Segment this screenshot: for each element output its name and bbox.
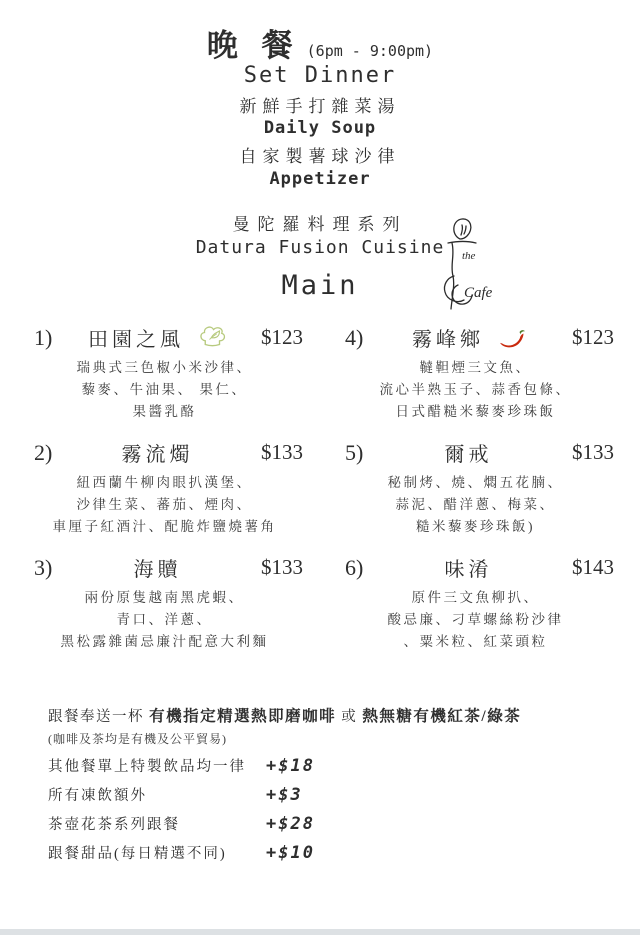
free-drink-tea: 熱無糖有機紅茶/綠茶	[362, 708, 522, 726]
item-description-line: 青口、洋蔥、	[116, 611, 213, 627]
item-price: $123	[261, 325, 303, 350]
menu-items-grid	[0, 323, 640, 668]
cafe-logo-text-cafe: Cafe	[464, 285, 493, 301]
series-header	[0, 214, 640, 301]
menu-item	[26, 553, 303, 668]
item-name: 霧峰鄉	[412, 329, 484, 352]
footer-notes	[0, 704, 640, 863]
surcharge-row	[48, 784, 610, 805]
appetizer-zh: 自家製薯球沙律	[239, 147, 401, 167]
surcharge-label: 跟餐甜品(每日精選不同)	[48, 846, 227, 863]
menu-item	[337, 553, 614, 668]
surcharge-price: +$18	[266, 756, 315, 777]
item-description-line: 蒜泥、醋洋蔥、梅菜、	[395, 496, 556, 512]
bottom-edge-strip	[0, 929, 640, 935]
item-number: 2)	[34, 439, 53, 465]
item-description-line: 原件三文魚柳扒、	[411, 590, 540, 606]
dinner-title-line	[0, 30, 640, 63]
menu-header	[0, 30, 640, 190]
series-title-en: Datura Fusion Cuisine	[195, 236, 445, 258]
appetizer-label: Appetizer	[269, 168, 371, 189]
set-dinner-title: Set Dinner	[243, 62, 397, 88]
surcharge-price: +$28	[266, 814, 315, 835]
item-description-line: 、粟米粒、紅菜頭粒	[403, 633, 548, 649]
surcharge-row	[48, 813, 610, 834]
item-name: 海贖	[133, 559, 182, 582]
surcharge-price: +$10	[266, 843, 315, 864]
item-description-line: 日式醋糙米藜麥珍珠飯	[395, 403, 556, 419]
item-number: 4)	[345, 324, 364, 350]
item-description-line: 兩份原隻越南黑虎蝦、	[84, 590, 245, 606]
item-description-line: 秘制烤、燒、燜五花腩、	[387, 475, 564, 491]
series-title-zh: 曼陀羅料理系列	[232, 214, 408, 234]
surcharge-label: 所有凍飲額外	[48, 788, 147, 805]
daily-soup-zh: 新鮮手打雜菜湯	[239, 96, 401, 116]
dinner-title-zh: 晚 餐	[206, 28, 301, 63]
item-description-line: 果醬乳酪	[132, 403, 197, 419]
item-number: 3)	[34, 554, 53, 580]
menu-item	[26, 438, 303, 553]
surcharge-row	[48, 755, 610, 776]
free-drink-coffee: 有機指定精選熱即磨咖啡	[149, 708, 337, 726]
free-drink-or: 或	[336, 709, 363, 726]
item-price: $143	[572, 555, 614, 580]
item-price: $133	[261, 440, 303, 465]
item-description-line: 藜麥、牛油果、 果仁、	[81, 381, 248, 397]
item-name: 霧流燭	[121, 444, 194, 467]
main-heading: Main	[281, 270, 359, 302]
item-price: $133	[572, 440, 614, 465]
item-description-line: 韃靼煙三文魚、	[419, 360, 532, 376]
surcharge-label: 其他餐單上特製飲品均一律	[48, 759, 246, 776]
dinner-hours: (6pm - 9:00pm)	[306, 42, 434, 60]
item-name: 田園之風	[88, 329, 184, 352]
surcharge-price: +$3	[266, 785, 303, 806]
item-number: 6)	[345, 554, 364, 580]
chili-icon	[497, 328, 525, 350]
daily-soup-label: Daily Soup	[263, 118, 377, 139]
menu-item	[337, 323, 614, 438]
item-number: 1)	[34, 324, 53, 350]
item-number: 5)	[345, 439, 364, 465]
free-drink-note	[48, 704, 610, 726]
item-description-line: 沙律生菜、蕃茄、煙肉、	[76, 496, 253, 512]
vegetarian-chef-hat-icon	[197, 324, 227, 350]
item-description-line: 糙米藜麥珍珠飯)	[416, 518, 535, 534]
menu-item	[26, 323, 303, 438]
item-description-line: 瑞典式三色椒小米沙律、	[76, 360, 253, 376]
item-name: 味淆	[444, 559, 493, 582]
cafe-logo	[424, 213, 498, 315]
item-price: $123	[572, 325, 614, 350]
fair-trade-note: (咖啡及茶均是有機及公平貿易)	[48, 732, 227, 747]
menu-item	[337, 438, 614, 553]
item-description-line: 酸忌廉、刁草螺絲粉沙律	[387, 611, 564, 627]
cafe-logo-text-the: the	[462, 250, 476, 262]
item-description-line: 黑松露雜菌忌廉汁配意大利麵	[60, 633, 269, 649]
free-drink-prefix: 跟餐奉送一杯	[48, 709, 150, 726]
surcharge-row	[48, 842, 610, 863]
surcharge-label: 茶壺花茶系列跟餐	[48, 817, 180, 834]
item-description-line: 車厘子紅酒汁、配脆炸鹽燒薯角	[52, 518, 277, 534]
item-description-line: 流心半熟玉子、蒜香包條、	[379, 381, 572, 397]
item-name: 爾戒	[444, 444, 493, 467]
item-description-line: 紐西蘭牛柳肉眼扒漢堡、	[76, 475, 253, 491]
item-price: $133	[261, 555, 303, 580]
